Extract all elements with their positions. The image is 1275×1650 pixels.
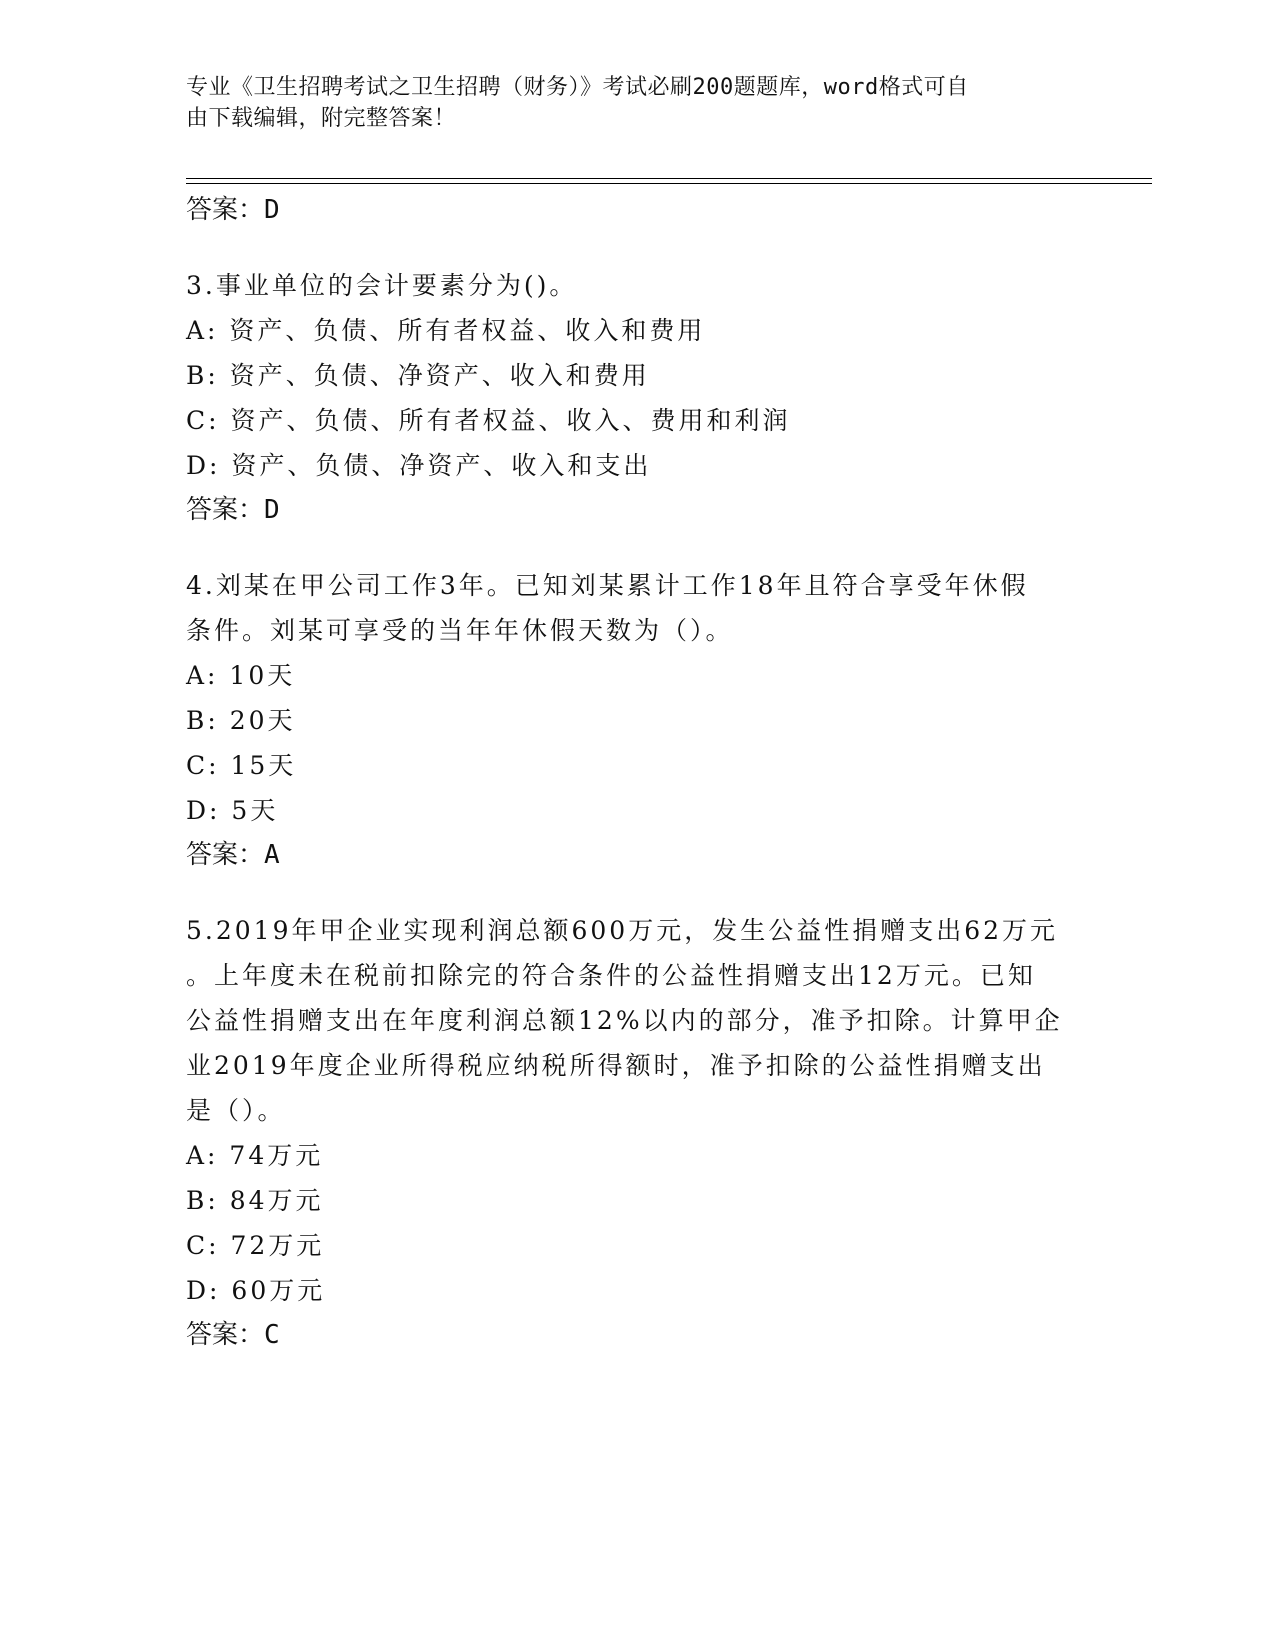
question-line: 3.事业单位的会计要素分为()。 — [186, 271, 578, 300]
answer-line: 答案：D — [186, 495, 280, 525]
question-line: 公益性捐赠支出在年度利润总额12%以内的部分，准予扣除。计算甲企 — [186, 1006, 1063, 1035]
option-c: C: 72万元 — [186, 1231, 325, 1260]
question-line: 。上年度未在税前扣除完的符合条件的公益性捐赠支出12万元。已知 — [186, 961, 1036, 990]
question-text — [186, 908, 1086, 1133]
question-line: 4.刘某在甲公司工作3年。已知刘某累计工作18年且符合享受年休假 — [186, 571, 1029, 600]
question-line: 是（）。 — [186, 1096, 286, 1125]
header-line-1: 专业《卫生招聘考试之卫生招聘（财务）》考试必刷200题题库，word格式可自 — [186, 75, 969, 100]
answer-line: 答案：C — [186, 1320, 280, 1350]
question-text — [186, 263, 1086, 308]
question-line: 条件。刘某可享受的当年年休假天数为（）。 — [186, 616, 734, 645]
document-header — [186, 72, 1066, 134]
question-block — [186, 563, 1086, 878]
option-d: D: 5天 — [186, 796, 279, 825]
option-a: A: 10天 — [186, 661, 296, 690]
header-divider-bottom — [186, 183, 1152, 184]
header-line-2: 由下载编辑，附完整答案！ — [186, 106, 457, 131]
question-list — [186, 188, 1086, 1358]
option-d: D: 60万元 — [186, 1276, 326, 1305]
option-b: B: 资产、负债、净资产、收入和费用 — [186, 361, 650, 390]
answer-line: 答案：D — [186, 195, 280, 225]
option-a: A: 74万元 — [186, 1141, 324, 1170]
question-text — [186, 563, 1086, 653]
option-c: C: 资产、负债、所有者权益、收入、费用和利润 — [186, 406, 791, 435]
option-a: A: 资产、负债、所有者权益、收入和费用 — [186, 316, 706, 345]
question-line: 业2019年度企业所得税应纳税所得额时，准予扣除的公益性捐赠支出 — [186, 1051, 1046, 1080]
question-block — [186, 908, 1086, 1358]
option-b: B: 20天 — [186, 706, 296, 735]
option-d: D: 资产、负债、净资产、收入和支出 — [186, 451, 652, 480]
header-divider-top — [186, 178, 1152, 179]
question-block — [186, 263, 1086, 533]
option-c: C: 15天 — [186, 751, 297, 780]
question-line: 5.2019年甲企业实现利润总额600万元，发生公益性捐赠支出62万元 — [186, 916, 1059, 945]
answer-line: 答案：A — [186, 840, 280, 870]
option-b: B: 84万元 — [186, 1186, 324, 1215]
